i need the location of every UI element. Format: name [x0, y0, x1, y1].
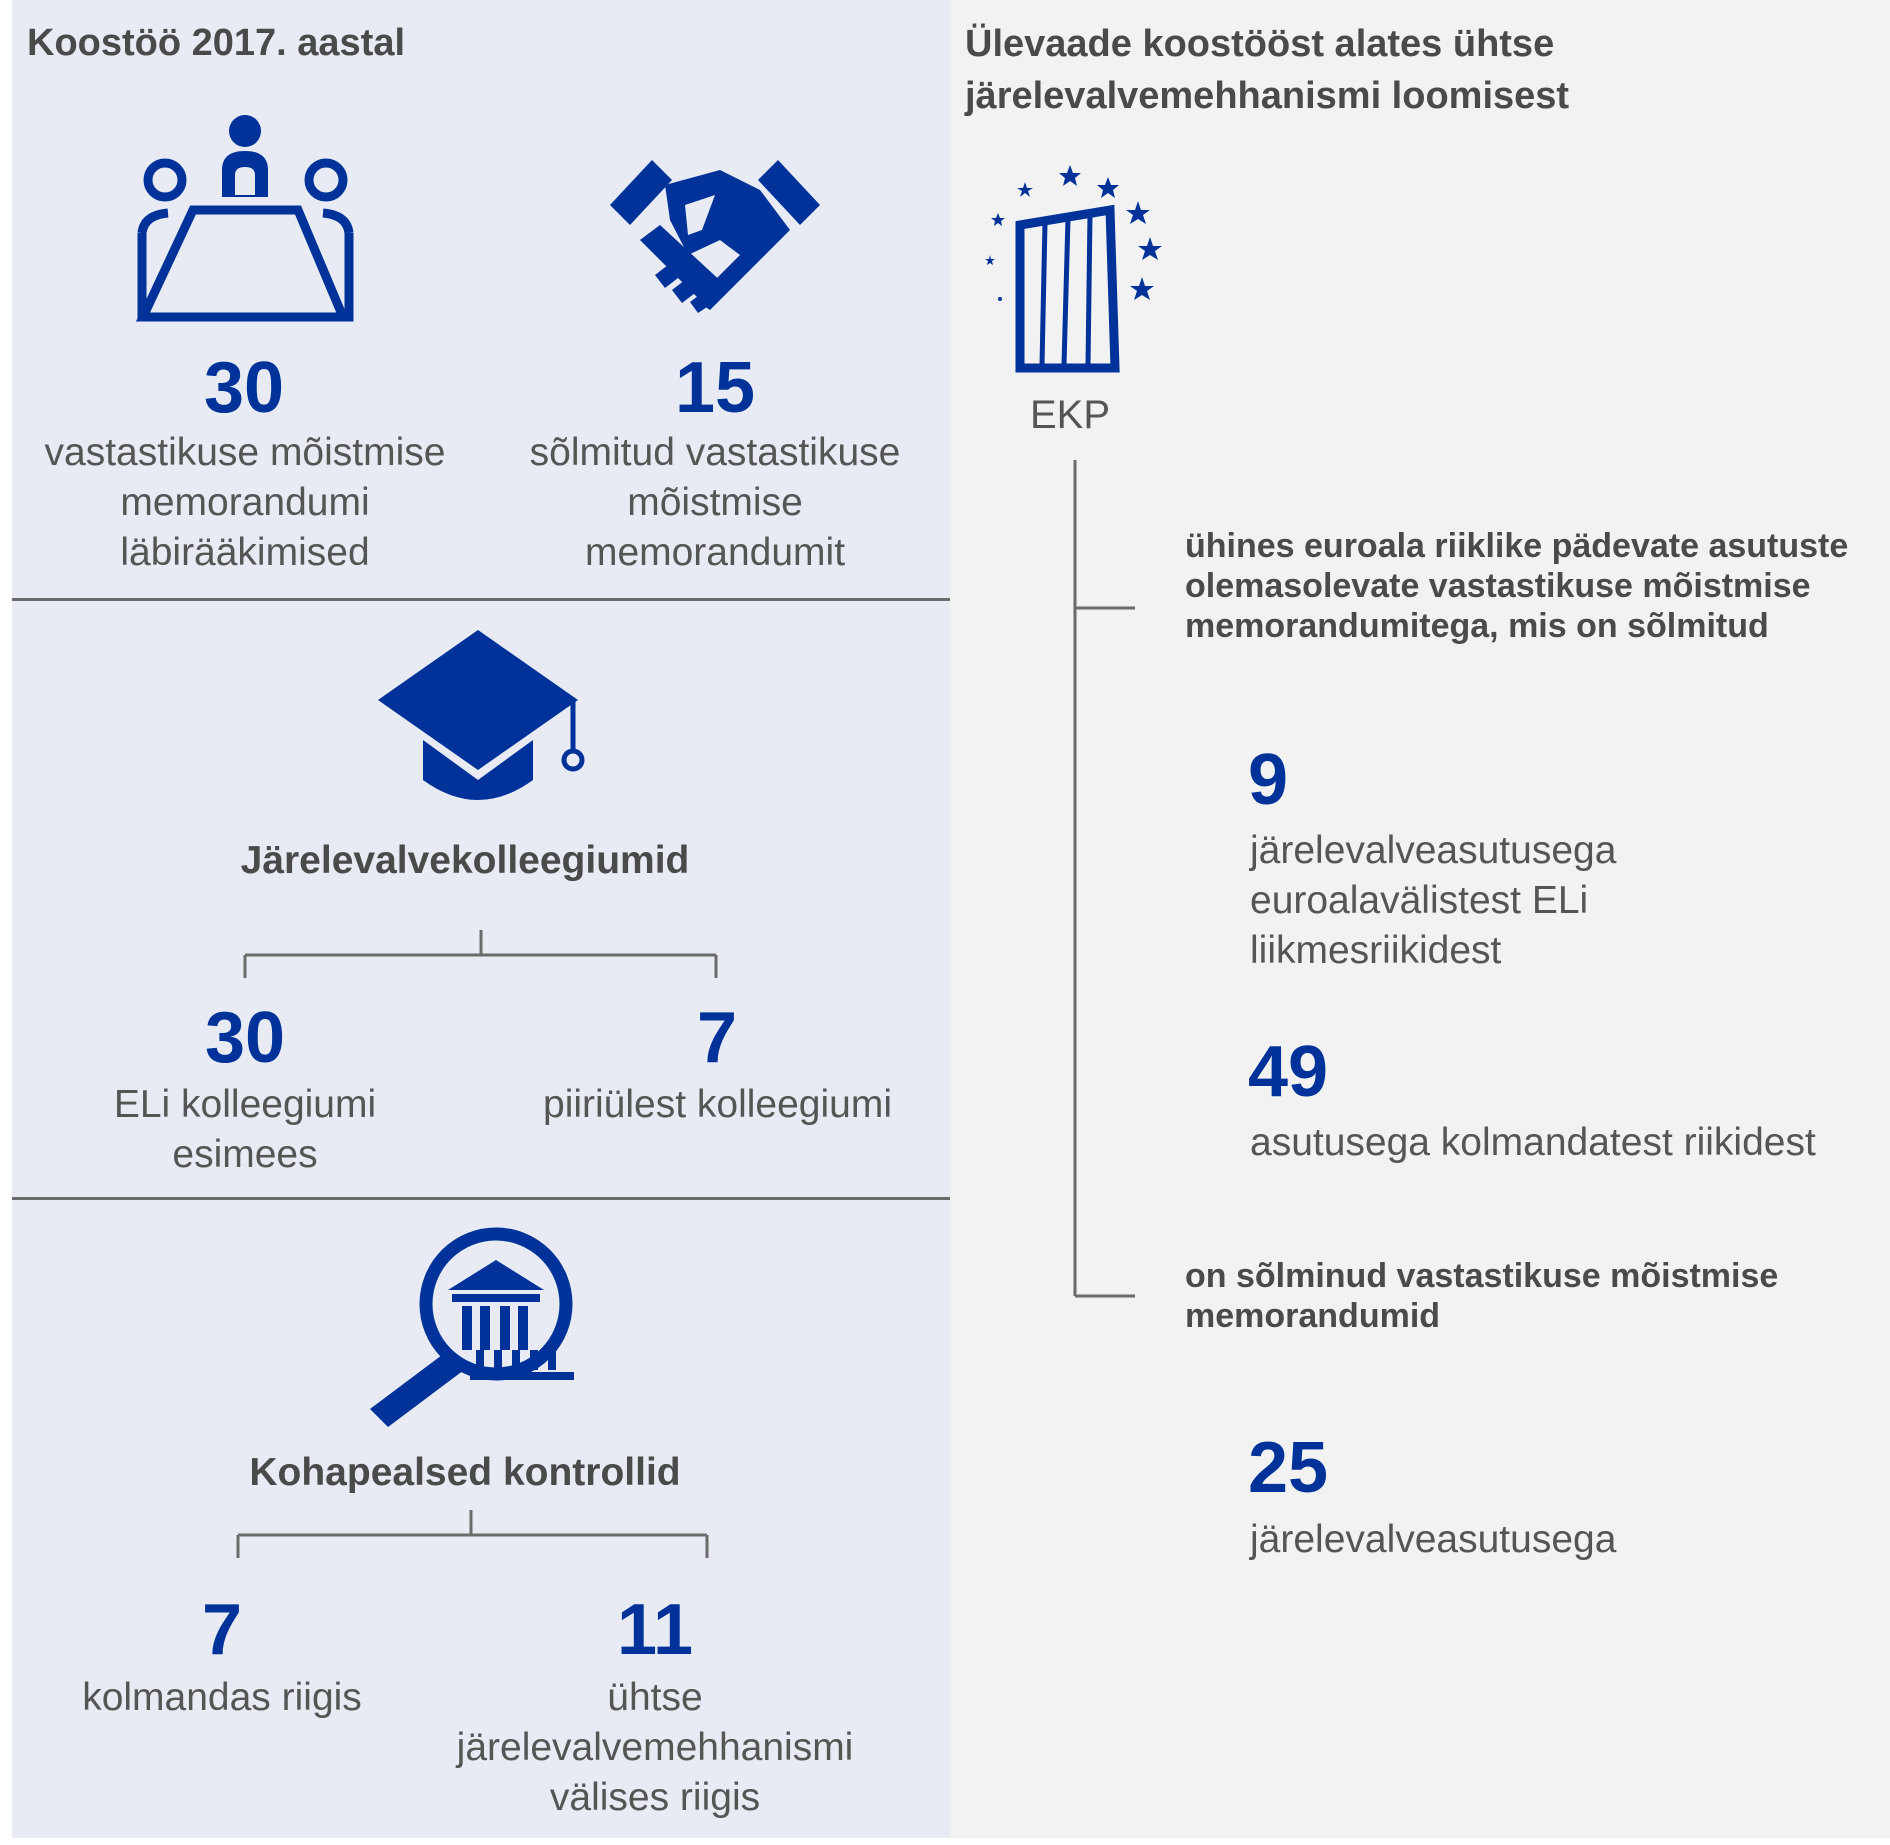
graduation-cap-icon	[378, 630, 588, 820]
branch-signed-mou-label: on sõlminud vastastikuse mõistmise memorandumid	[1185, 1257, 1779, 1335]
mou-signed-label: sõlmitud vastastikuse mõistmise memorandumit	[529, 431, 901, 574]
third-country-inspections-label: kolmandas riigis	[82, 1676, 362, 1719]
eu-non-euro-authorities-value: 9	[1248, 740, 1289, 820]
colleges-bracket	[240, 930, 720, 980]
handshake-icon	[610, 160, 820, 325]
signed-authorities-value: 25	[1248, 1428, 1329, 1508]
inspections-bracket	[235, 1510, 715, 1560]
divider-2	[12, 1197, 950, 1200]
magnifier-building-icon	[368, 1222, 578, 1432]
college-chair-value: 30	[204, 998, 286, 1078]
cross-border-college-label: piiriülest kolleegiumi	[543, 1083, 892, 1126]
signed-authorities-label: järelevalveasutusega	[1250, 1518, 1617, 1561]
third-country-authorities-label: asutusega kolmandatest riikidest	[1250, 1121, 1816, 1164]
branch-joined-mou-label: ühines euroala riiklike pädevate asutuste olemasolevate vastastikuse mõistmise memorandumitega, mis on sõlmitud	[1185, 527, 1849, 645]
meeting-table-icon	[138, 115, 353, 323]
ecb-tower-icon	[980, 165, 1180, 375]
left-panel-title: Koostöö 2017. aastal	[27, 22, 406, 64]
right-panel-title: Ülevaade koostööst alates ühtse järelevalvemehhanismi loomisest	[965, 23, 1570, 117]
third-country-inspections-value: 7	[201, 1590, 243, 1670]
college-chair-label: ELi kolleegiumi esimees	[113, 1083, 377, 1176]
third-country-authorities-value: 49	[1248, 1032, 1329, 1112]
eu-non-euro-authorities-label: järelevalveasutusega euroalavälistest ELi liikmesriikidest	[1250, 829, 1617, 972]
ecb-label: EKP	[1030, 393, 1111, 437]
colleges-title: Järelevalvekolleegiumid	[240, 839, 690, 882]
mou-signed-value: 15	[674, 348, 756, 428]
mou-negotiations-label: vastastikuse mõistmise memorandumi läbirääkimised	[44, 431, 446, 574]
non-ssm-inspections-value: 11	[616, 1590, 694, 1670]
non-ssm-inspections-label: ühtse järelevalvemehhanismi välises riigis	[456, 1676, 854, 1819]
cross-border-college-value: 7	[696, 998, 738, 1078]
ecb-tree-lines	[1070, 460, 1140, 1300]
inspections-title: Kohapealsed kontrollid	[249, 1451, 681, 1494]
mou-negotiations-value: 30	[203, 348, 285, 428]
divider-1	[12, 598, 950, 601]
